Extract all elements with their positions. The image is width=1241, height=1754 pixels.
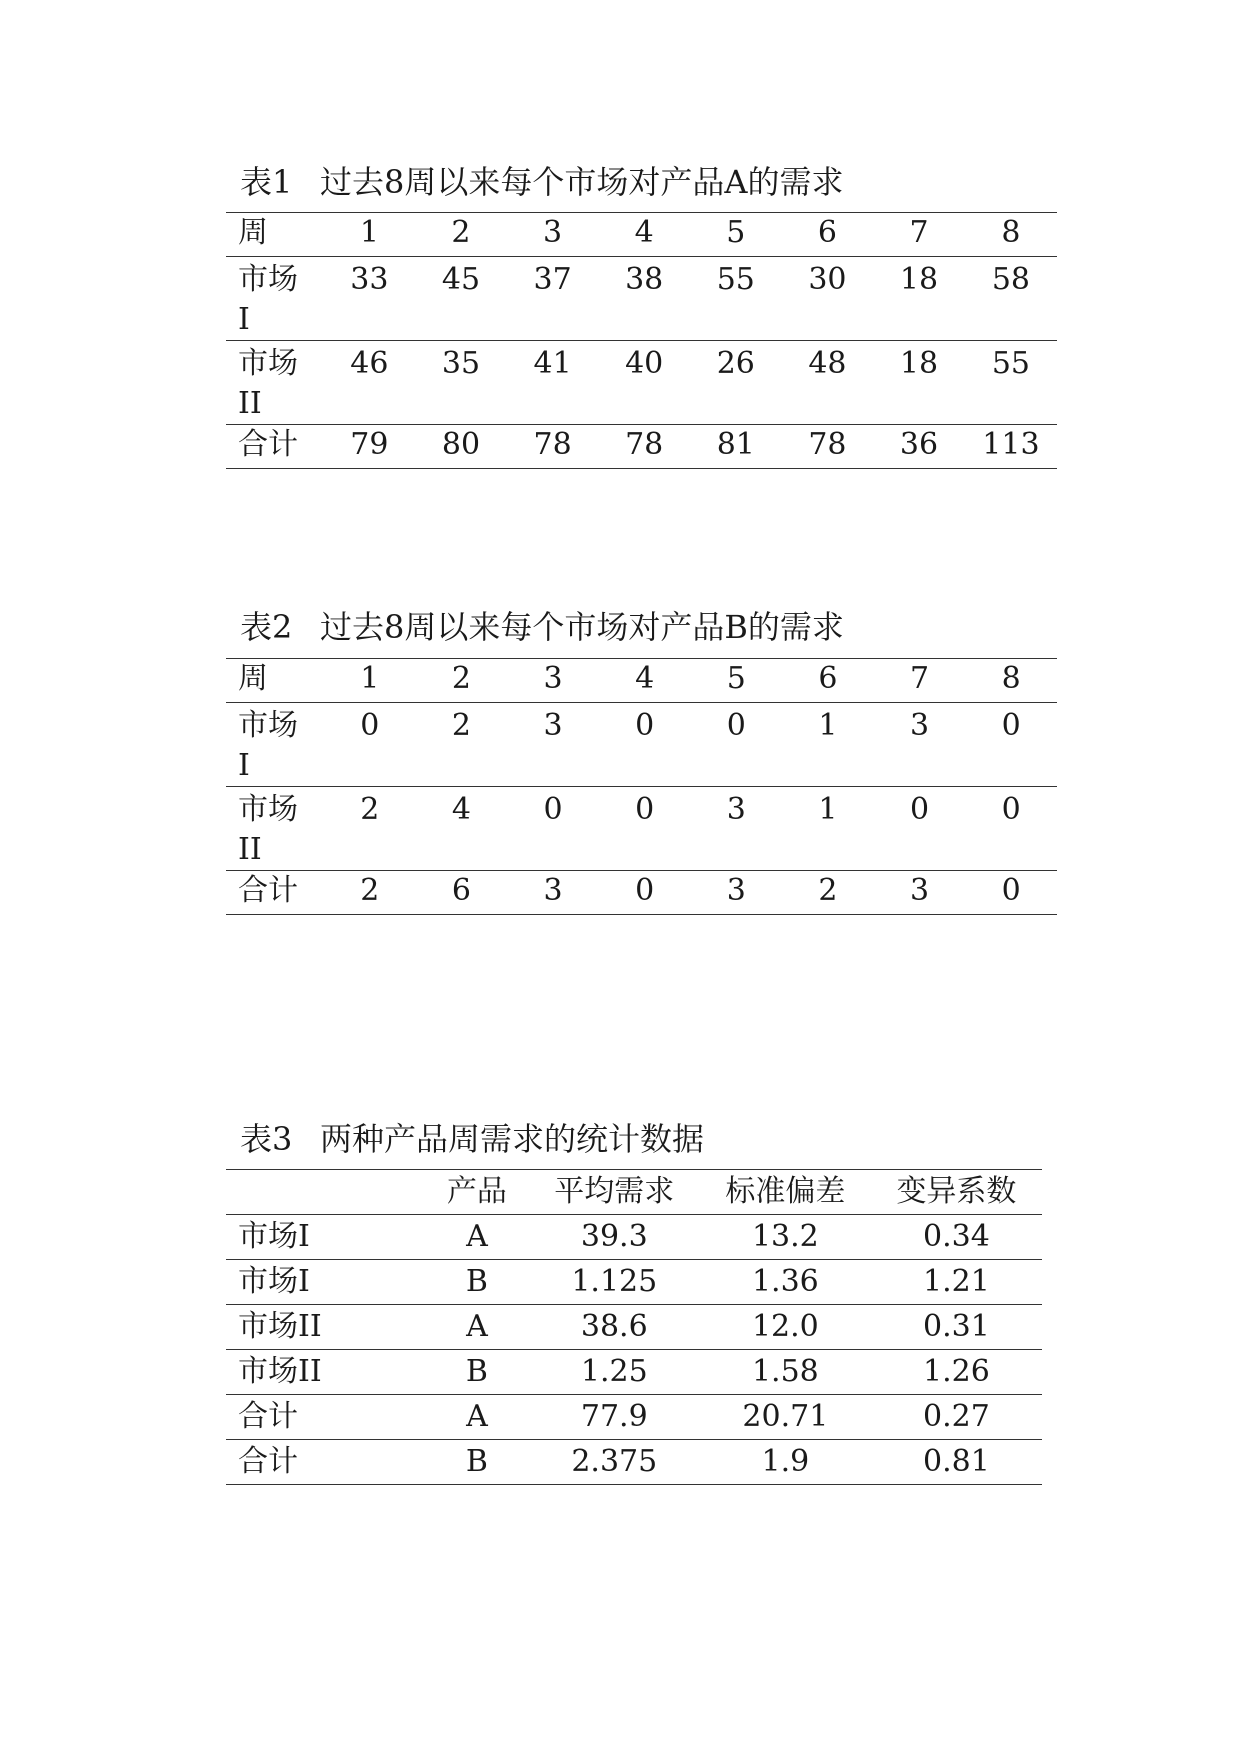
cell: 1.58 <box>700 1350 871 1395</box>
cell: 0.81 <box>871 1440 1042 1485</box>
cell: 0 <box>874 787 966 871</box>
cell: 1.9 <box>700 1440 871 1485</box>
cell: 2.375 <box>529 1440 700 1485</box>
table-row <box>226 1440 1042 1485</box>
row-label-line: I <box>238 748 250 783</box>
header-cell <box>226 1170 425 1215</box>
cell: 78 <box>507 425 599 469</box>
row-label: 合计 <box>226 1440 425 1485</box>
table-row <box>226 787 1057 871</box>
cell: 13.2 <box>700 1215 871 1260</box>
table3-header-row <box>226 1170 1042 1215</box>
cell: 0 <box>965 871 1057 915</box>
row-label-line: 市场 <box>238 262 298 297</box>
table3 <box>226 1169 1042 1485</box>
row-label: 合计 <box>226 425 324 469</box>
cell: 3 <box>690 871 782 915</box>
header-cell: 平均需求 <box>529 1170 700 1215</box>
table1-caption-number: 表1 <box>240 163 293 201</box>
cell: 38.6 <box>529 1305 700 1350</box>
cell: 3 <box>874 871 966 915</box>
table-row <box>226 1260 1042 1305</box>
header-cell: 产品 <box>425 1170 529 1215</box>
header-cell: 变异系数 <box>871 1170 1042 1215</box>
header-cell: 3 <box>507 213 599 257</box>
cell: B <box>425 1260 529 1305</box>
cell: 2 <box>782 871 874 915</box>
cell: 37 <box>507 257 599 341</box>
row-label <box>226 341 324 425</box>
table-row <box>226 1305 1042 1350</box>
cell: 26 <box>690 341 782 425</box>
table3-caption-number: 表3 <box>240 1120 293 1158</box>
row-label: 市场II <box>226 1350 425 1395</box>
cell: 0 <box>965 787 1057 871</box>
table-row <box>226 703 1057 787</box>
row-label-line: 市场 <box>238 708 298 743</box>
table-row-total <box>226 871 1057 915</box>
header-cell: 周 <box>226 659 324 703</box>
cell: 1.125 <box>529 1260 700 1305</box>
cell: 55 <box>690 257 782 341</box>
cell: 0.34 <box>871 1215 1042 1260</box>
cell: 39.3 <box>529 1215 700 1260</box>
header-cell: 8 <box>965 659 1057 703</box>
table1-header-row <box>226 213 1057 257</box>
cell: 35 <box>415 341 507 425</box>
header-cell: 6 <box>782 659 874 703</box>
cell: 45 <box>415 257 507 341</box>
cell: 80 <box>415 425 507 469</box>
header-cell: 周 <box>226 213 324 257</box>
cell: 58 <box>965 257 1057 341</box>
table-row <box>226 257 1057 341</box>
cell: 12.0 <box>700 1305 871 1350</box>
cell: B <box>425 1350 529 1395</box>
cell: 48 <box>782 341 874 425</box>
cell: 1.21 <box>871 1260 1042 1305</box>
cell: 79 <box>324 425 416 469</box>
cell: 0 <box>324 703 416 787</box>
cell: 1.36 <box>700 1260 871 1305</box>
cell: A <box>425 1395 529 1440</box>
cell: 36 <box>873 425 965 469</box>
cell: 113 <box>965 425 1057 469</box>
row-label-line: 市场 <box>238 792 298 827</box>
header-cell: 1 <box>324 659 416 703</box>
cell: 1.26 <box>871 1350 1042 1395</box>
table3-caption-text: 两种产品周需求的统计数据 <box>320 1120 705 1158</box>
row-label-line: II <box>238 386 262 421</box>
cell: 3 <box>690 787 782 871</box>
cell: 81 <box>690 425 782 469</box>
cell: 18 <box>873 341 965 425</box>
cell: 55 <box>965 341 1057 425</box>
row-label: 市场II <box>226 1305 425 1350</box>
cell: 0 <box>965 703 1057 787</box>
cell: 41 <box>507 341 599 425</box>
table2 <box>226 658 1057 915</box>
cell: 46 <box>324 341 416 425</box>
table-row <box>226 1215 1042 1260</box>
cell: 0 <box>507 787 599 871</box>
cell: 0.27 <box>871 1395 1042 1440</box>
table2-caption <box>240 607 844 647</box>
cell: 18 <box>873 257 965 341</box>
row-label <box>226 703 324 787</box>
cell: 3 <box>507 703 599 787</box>
header-cell: 7 <box>873 213 965 257</box>
cell: 3 <box>874 703 966 787</box>
cell: 2 <box>324 787 416 871</box>
row-label <box>226 257 324 341</box>
cell: 33 <box>324 257 416 341</box>
row-label-line: II <box>238 832 262 867</box>
cell: 78 <box>598 425 690 469</box>
table2-caption-text: 过去8周以来每个市场对产品B的需求 <box>320 608 844 646</box>
row-label-line: I <box>238 302 250 337</box>
row-label: 市场I <box>226 1215 425 1260</box>
header-cell: 5 <box>690 659 782 703</box>
cell: 2 <box>416 703 508 787</box>
cell: 0.31 <box>871 1305 1042 1350</box>
header-cell: 7 <box>874 659 966 703</box>
table2-caption-number: 表2 <box>240 608 293 646</box>
cell: 20.71 <box>700 1395 871 1440</box>
header-cell: 1 <box>324 213 416 257</box>
header-cell: 4 <box>599 659 691 703</box>
cell: 1 <box>782 787 874 871</box>
table-row <box>226 1395 1042 1440</box>
row-label: 合计 <box>226 1395 425 1440</box>
cell: 77.9 <box>529 1395 700 1440</box>
header-cell: 5 <box>690 213 782 257</box>
table-row <box>226 341 1057 425</box>
table1-caption-text: 过去8周以来每个市场对产品A的需求 <box>320 163 844 201</box>
cell: 40 <box>598 341 690 425</box>
header-cell: 6 <box>782 213 874 257</box>
header-cell: 3 <box>507 659 599 703</box>
header-cell: 标准偏差 <box>700 1170 871 1215</box>
cell: 0 <box>599 703 691 787</box>
header-cell: 8 <box>965 213 1057 257</box>
table1-caption <box>240 162 843 202</box>
cell: 3 <box>507 871 599 915</box>
cell: 0 <box>599 787 691 871</box>
table-row <box>226 1350 1042 1395</box>
header-cell: 2 <box>416 659 508 703</box>
cell: A <box>425 1305 529 1350</box>
cell: 6 <box>416 871 508 915</box>
table3-caption <box>240 1119 704 1159</box>
cell: 30 <box>782 257 874 341</box>
cell: 78 <box>782 425 874 469</box>
cell: 4 <box>416 787 508 871</box>
cell: 38 <box>598 257 690 341</box>
cell: 0 <box>690 703 782 787</box>
cell: 0 <box>599 871 691 915</box>
cell: 2 <box>324 871 416 915</box>
header-cell: 4 <box>598 213 690 257</box>
cell: 1.25 <box>529 1350 700 1395</box>
table1 <box>226 212 1057 469</box>
cell: 1 <box>782 703 874 787</box>
table2-header-row <box>226 659 1057 703</box>
row-label-line: 市场 <box>238 346 298 381</box>
row-label: 合计 <box>226 871 324 915</box>
header-cell: 2 <box>415 213 507 257</box>
table-row-total <box>226 425 1057 469</box>
cell: A <box>425 1215 529 1260</box>
row-label <box>226 787 324 871</box>
row-label: 市场I <box>226 1260 425 1305</box>
cell: B <box>425 1440 529 1485</box>
